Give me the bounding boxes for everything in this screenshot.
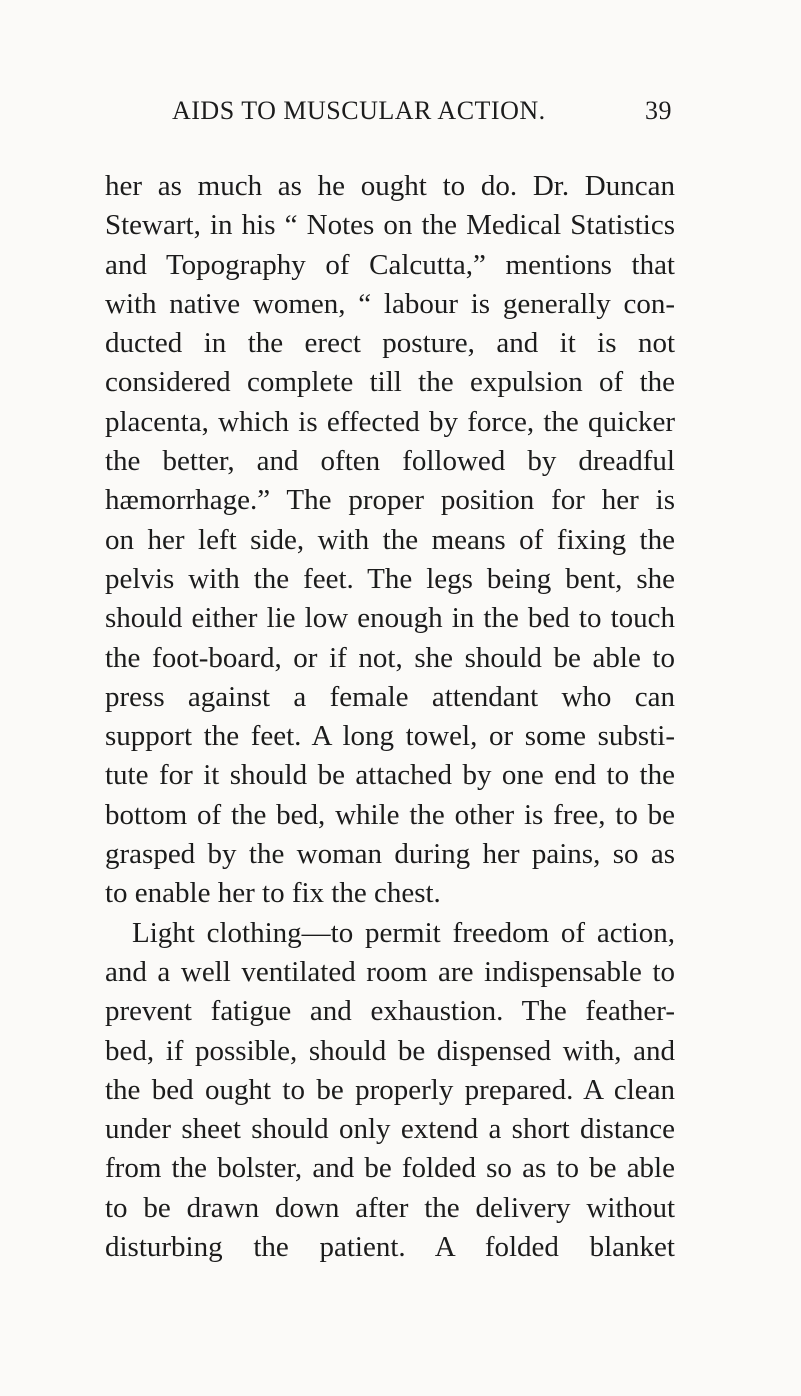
text-line: Stewart, in his “ Notes on the Medical Statistics xyxy=(105,209,675,242)
text-line: from the bolster, and be folded so as to be able xyxy=(105,1152,675,1185)
text-line: on her left side, with the means of fixing the xyxy=(105,523,675,556)
text-line: and a well ventilated room are indispensable to xyxy=(105,955,675,988)
text-line: the foot-board, or if not, she should be able to xyxy=(105,641,675,674)
text-line: the bed ought to be properly prepared. A clean xyxy=(105,1073,675,1106)
text-line: the better, and often followed by dreadful xyxy=(105,445,675,478)
text-line: ducted in the erect posture, and it is not xyxy=(105,327,675,360)
text-line: pelvis with the feet. The legs being bent, she xyxy=(105,562,675,595)
text-line: prevent fatigue and exhaustion. The feather- xyxy=(105,995,675,1028)
text-line: her as much as he ought to do. Dr. Duncan xyxy=(105,170,675,202)
text-line: Light clothing—to permit freedom of action, xyxy=(132,916,675,949)
running-head xyxy=(172,96,672,136)
text-line: support the feet. A long towel, or some substi- xyxy=(105,720,675,753)
text-line: disturbing the patient. A folded blanket xyxy=(105,1231,675,1264)
text-line: to enable her to fix the chest. xyxy=(105,877,441,910)
text-line: should either lie low enough in the bed to touch xyxy=(105,602,675,635)
body-text xyxy=(105,167,675,1267)
text-line: placenta, which is effected by force, the quicker xyxy=(105,405,675,438)
text-line: grasped by the woman during her pains, so as xyxy=(105,838,675,871)
text-line: to be drawn down after the delivery without xyxy=(105,1191,675,1224)
text-line: with native women, “ labour is generally con- xyxy=(105,287,675,320)
text-line: press against a female attendant who can xyxy=(105,680,675,713)
page-number: 39 xyxy=(645,96,672,125)
text-line: and Topography of Calcutta,” mentions that xyxy=(105,248,675,281)
text-line: considered complete till the expulsion of the xyxy=(105,366,675,399)
text-line: tute for it should be attached by one end to the xyxy=(105,759,675,792)
text-line: bottom of the bed, while the other is free, to be xyxy=(105,798,675,831)
text-line: under sheet should only extend a short distance xyxy=(105,1113,675,1146)
text-line: bed, if possible, should be dispensed with, and xyxy=(105,1034,675,1067)
text-line: hæmorrhage.” The proper position for her is xyxy=(105,484,675,517)
running-title: AIDS TO MUSCULAR ACTION. xyxy=(172,96,546,125)
